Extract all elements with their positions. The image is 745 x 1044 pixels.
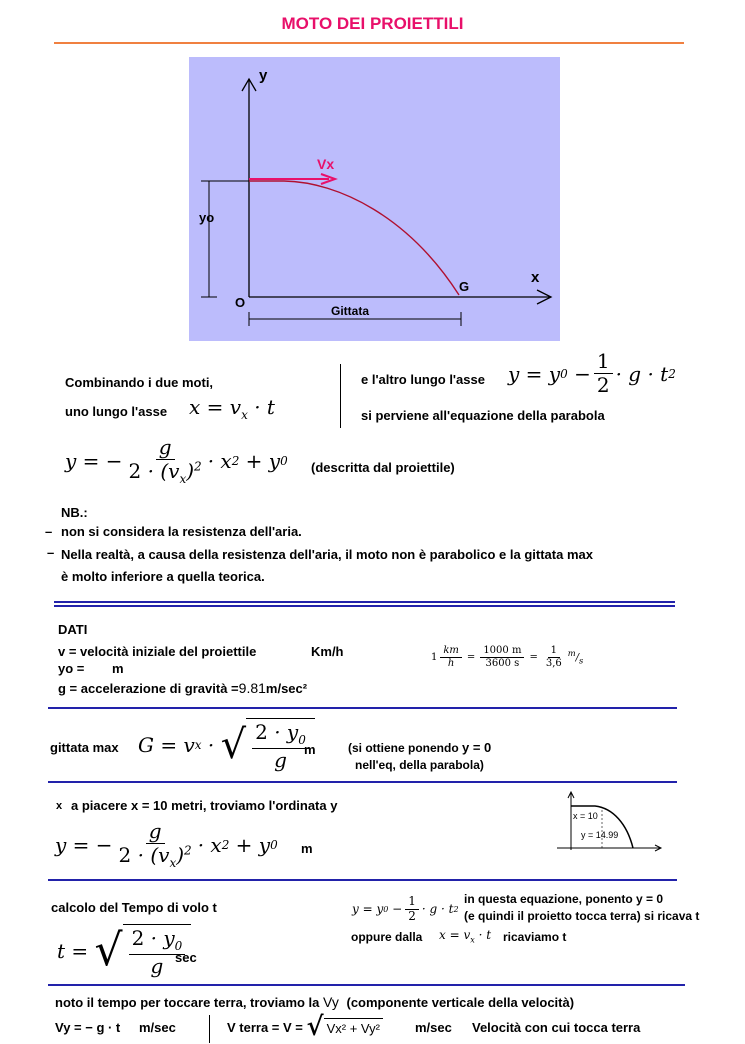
vground-formula: V terra = V = √ Vx² + Vy²: [227, 1014, 383, 1040]
eq-y: y = y 0 − $\frac{1}{2}$ · g · t 2: [508, 349, 676, 397]
note-bullet-2: –: [47, 545, 55, 560]
section-rule-3: [48, 781, 677, 783]
conv-unit-s: s: [579, 655, 584, 666]
trajectory: [249, 181, 459, 295]
time-unit: sec: [175, 950, 197, 965]
conv-km: km: [440, 645, 462, 658]
unit-conversion: 1 $\frac{km}{h}$ = $\frac{1000 m}{3600 s}$ = $\frac{1}{3,6}$ $^m/_s$: [431, 645, 584, 669]
gittata-formula: G = v x · √ $\frac{2 \cdot y_0}{g}$: [138, 718, 315, 772]
section-rule-double-1: [54, 601, 675, 603]
intro-one-axis: uno lungo l'asse: [65, 404, 168, 419]
mini-trajectory-graph: [555, 788, 665, 852]
gittata-unit: m: [304, 742, 316, 757]
y-axis-label: y: [259, 67, 268, 84]
parabola-equation: y = − $\frac{g}{2 \cdot (v_x)^2}$ · x 2 + y 0: [65, 435, 288, 486]
x-axis-label: x: [531, 269, 540, 286]
mini-y-label: y = 14.99: [581, 830, 619, 840]
notes-heading: NB.:: [61, 505, 88, 520]
time-formula: t = √ $\frac{2 \cdot y_0}{g}$: [57, 924, 191, 978]
origin-label: O: [235, 295, 246, 310]
dati-g-text: g = accelerazione di gravità =: [58, 681, 239, 696]
section-rule-double-2: [54, 605, 675, 607]
time-eq-y: y = y 0 − $\frac{1}{2}$ · g · t 2: [352, 894, 459, 923]
eq-x: $x = v_x \cdot t$: [189, 395, 275, 422]
vx-label: Vx: [317, 156, 335, 172]
conv-eq1: =: [466, 651, 476, 663]
intro-divider: [340, 364, 341, 428]
note-bullet-1: –: [45, 524, 53, 539]
x-section-x: x: [56, 800, 63, 812]
time-label: calcolo del Tempo di volo t: [51, 900, 217, 915]
section-rule-5: [48, 984, 685, 986]
intro-other-axis: e l'altro lungo l'asse: [361, 372, 485, 387]
conv-num: 1000 m: [480, 645, 524, 658]
intro-combining: Combinando i due moti,: [65, 375, 214, 390]
final-vy-label: Vy: [323, 994, 339, 1010]
dati-yo-unit: m: [112, 661, 124, 676]
note-continuation: è molto inferiore a quella teorica.: [61, 569, 265, 584]
intro-result: si perviene all'equazione della parabola: [361, 408, 605, 423]
gittata-note-eq: y = 0: [462, 740, 492, 755]
gittata-note-prefix: (si ottiene ponendo: [348, 741, 459, 755]
parabola-described: (descritta dal proiettile): [311, 460, 455, 475]
final-text: noto il tempo per toccare terra, troviamo la: [55, 995, 320, 1010]
vground-radicand: Vx² + Vy²: [324, 1018, 383, 1036]
time-alt-eq: $x = v_x \cdot t$: [439, 928, 492, 945]
ground-point-label: G: [459, 279, 470, 294]
time-alt-prefix: oppure dalla: [351, 930, 423, 944]
gittata-label: gittata max: [50, 740, 119, 755]
section-rule-2: [48, 707, 677, 709]
vground-text: V terra = V =: [227, 1019, 303, 1035]
dati-g-unit: m/sec²: [265, 681, 308, 696]
vy-formula: Vy = − g · t: [55, 1020, 121, 1035]
final-vy-note: (componente verticale della velocità): [346, 995, 575, 1010]
conv-h: h: [447, 657, 455, 669]
final-line: [55, 994, 574, 1010]
final-divider: [209, 1015, 210, 1043]
x-section-unit: m: [301, 841, 313, 856]
conv-den: 3600 s: [485, 657, 520, 669]
x-section-text: a piacere x = 10 metri, troviamo l'ordinata y: [71, 798, 338, 813]
range-label: Gittata: [331, 304, 370, 318]
conv-r-num: 1: [548, 645, 560, 658]
note-item-2: Nella realtà, a causa della resistenza dell'aria, il moto non è parabolico e la gittata max: [61, 547, 593, 562]
height-label: yo: [199, 210, 215, 225]
vy-unit: m/sec: [139, 1020, 176, 1035]
conv-eq2: =: [529, 651, 538, 663]
conv-unit-m: m: [567, 648, 576, 659]
gittata-note-2: nell'eq, della parabola): [355, 758, 484, 772]
dati-g-value: 9.81: [238, 680, 266, 696]
dati-v-line: v = velocità iniziale del proiettile: [58, 644, 257, 659]
title-rule: [54, 42, 684, 44]
vground-desc: Velocità con cui tocca terra: [472, 1020, 641, 1035]
mini-x-label: x = 10: [573, 811, 598, 821]
x-section-formula: y = − $\frac{g}{2 \cdot (v_x)^2}$ · x 2 + y 0: [55, 819, 278, 870]
projectile-diagram: [189, 57, 560, 341]
time-note-2: (e quindi il proietto tocca terra) si ricava t: [464, 909, 700, 923]
conv-one: 1: [431, 651, 438, 663]
time-note-1: in questa equazione, ponento y = 0: [464, 892, 664, 906]
gittata-note-1: [348, 740, 491, 755]
dati-heading: DATI: [58, 622, 88, 637]
dati-v-unit: Km/h: [311, 644, 344, 659]
dati-g-line: [58, 680, 307, 696]
dati-yo-line: yo =: [58, 661, 85, 676]
vground-unit: m/sec: [415, 1020, 452, 1035]
note-item-1: non si considera la resistenza dell'aria.: [61, 524, 302, 539]
time-alt-suffix: ricaviamo t: [503, 930, 567, 944]
section-rule-4: [48, 879, 677, 881]
page-title: MOTO DEI PROIETTILI: [281, 14, 464, 33]
conv-r-den: 3,6: [545, 657, 562, 669]
